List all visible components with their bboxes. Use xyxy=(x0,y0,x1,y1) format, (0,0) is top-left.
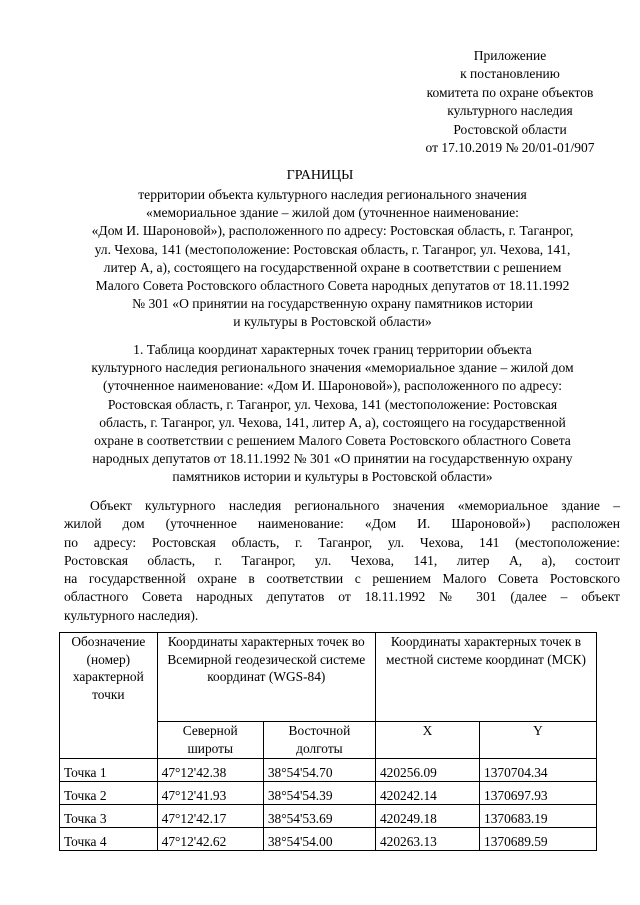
appendix-line: Приложение xyxy=(473,48,547,63)
latitude-cell: 47°12'42.62 xyxy=(157,828,263,851)
y-cell: 1370697.93 xyxy=(480,782,597,805)
section-1-line: (уточненное наименование: «Дом И. Шароновой»), расположенного по адресу: xyxy=(103,378,562,394)
document-subtitle xyxy=(55,186,610,332)
section-1-line: народных депутатов от 18.11.1992 № 301 «О принятии на государственную охрану xyxy=(92,451,573,467)
longitude-cell: 38°54'53.69 xyxy=(263,805,375,828)
section-1-line: культурного наследия регионального значения «мемориальное здание – жилой дом xyxy=(91,360,574,376)
paragraph-line: по адресу: Ростовская область, г. Таганрог, ул. Чехова, 141 (местоположение: xyxy=(64,534,620,550)
table-row xyxy=(60,782,597,805)
section-1-line: 1. Таблица координат характерных точек границ территории объекта xyxy=(133,342,532,357)
coordinates-table xyxy=(59,632,597,851)
x-cell: 420249.18 xyxy=(375,805,479,828)
header-x: X xyxy=(375,722,479,759)
y-cell: 1370689.59 xyxy=(480,828,597,851)
section-1-line: охране в соответствии с решением Малого Совета Ростовского областного Совета xyxy=(94,433,571,449)
subtitle-line: территории объекта культурного наследия регионального значения xyxy=(138,187,527,202)
appendix-line: Ростовской области xyxy=(453,121,567,137)
point-name: Точка 3 xyxy=(60,805,158,828)
section-1-line: памятников истории и культуры в Ростовской области» xyxy=(172,469,493,485)
header-y: Y xyxy=(480,722,597,759)
appendix-line: от 17.10.2019 № 20/01-01/907 xyxy=(425,140,595,156)
appendix-block xyxy=(380,47,640,157)
subtitle-line: литер А, а), состоящего на государственной охране в соответствии с решением xyxy=(103,259,562,275)
paragraph-line: культурного наследия). xyxy=(64,607,199,623)
subtitle-line: «Дом И. Шароновой»), расположенного по адресу: Ростовская область, г. Таганрог, xyxy=(91,223,574,239)
x-cell: 420242.14 xyxy=(375,782,479,805)
point-name: Точка 2 xyxy=(60,782,158,805)
paragraph-line: Объект культурного наследия регионального значения «мемориальное здание – xyxy=(90,498,620,513)
table-row xyxy=(60,805,597,828)
subtitle-line: ул. Чехова, 141 (местоположение: Ростовская область, г. Таганрог, ул. Чехова, 141, xyxy=(94,241,571,257)
appendix-line: культурного наследия xyxy=(447,103,573,119)
latitude-cell: 47°12'42.17 xyxy=(157,805,263,828)
longitude-cell: 38°54'54.70 xyxy=(263,759,375,782)
appendix-line: комитета по охране объектов xyxy=(426,84,594,100)
point-name: Точка 4 xyxy=(60,828,158,851)
section-1-line: область, г. Таганрог, ул. Чехова, 141, литер А, а), состоящего на государственной xyxy=(99,414,566,430)
subtitle-line: № 301 «О принятии на государственную охрану памятников истории xyxy=(132,296,533,312)
header-north-latitude: Северной широты xyxy=(157,722,263,759)
paragraph-line: Ростовская область, г. Таганрог, ул. Чехова, 141, литер А, а), состоит xyxy=(64,552,620,568)
section-1-heading xyxy=(55,341,610,487)
latitude-cell: 47°12'41.93 xyxy=(157,782,263,805)
y-cell: 1370683.19 xyxy=(480,805,597,828)
subtitle-line: Малого Совета Ростовского областного Совета народных депутатов от 18.11.1992 xyxy=(95,278,570,294)
header-wgs84: Координаты характерных точек во Всемирной геодезической системе координат (WGS-84) xyxy=(157,633,375,722)
appendix-line: к постановлению xyxy=(460,66,560,82)
object-description-paragraph xyxy=(64,497,620,625)
paragraph-line: на государственной охране в соответствии с решением Малого Совета Ростовского xyxy=(64,571,620,587)
longitude-cell: 38°54'54.39 xyxy=(263,782,375,805)
x-cell: 420256.09 xyxy=(375,759,479,782)
table-row xyxy=(60,759,597,782)
subtitle-line: «мемориальное здание – жилой дом (уточненное наименование: xyxy=(146,205,519,221)
paragraph-line: жилой дом (уточненное наименование: «Дом И. Шароновой») расположен xyxy=(64,516,620,532)
header-msk: Координаты характерных точек в местной системе координат (МСК) xyxy=(375,633,596,722)
document-title: ГРАНИЦЫ xyxy=(286,168,354,183)
paragraph-line: областного Совета народных депутатов от 18.11.1992 № 301 (далее – объект xyxy=(64,589,620,605)
latitude-cell: 47°12'42.38 xyxy=(157,759,263,782)
longitude-cell: 38°54'54.00 xyxy=(263,828,375,851)
x-cell: 420263.13 xyxy=(375,828,479,851)
point-name: Точка 1 xyxy=(60,759,158,782)
header-east-longitude: Восточной долготы xyxy=(263,722,375,759)
y-cell: 1370704.34 xyxy=(480,759,597,782)
table-row xyxy=(60,828,597,851)
header-designation: Обозначение (номер) характерной точки xyxy=(60,633,158,759)
subtitle-line: и культуры в Ростовской области» xyxy=(233,314,432,330)
section-1-line: Ростовская область, г. Таганрог, ул. Чехова, 141 (местоположение: Ростовская xyxy=(107,396,558,412)
